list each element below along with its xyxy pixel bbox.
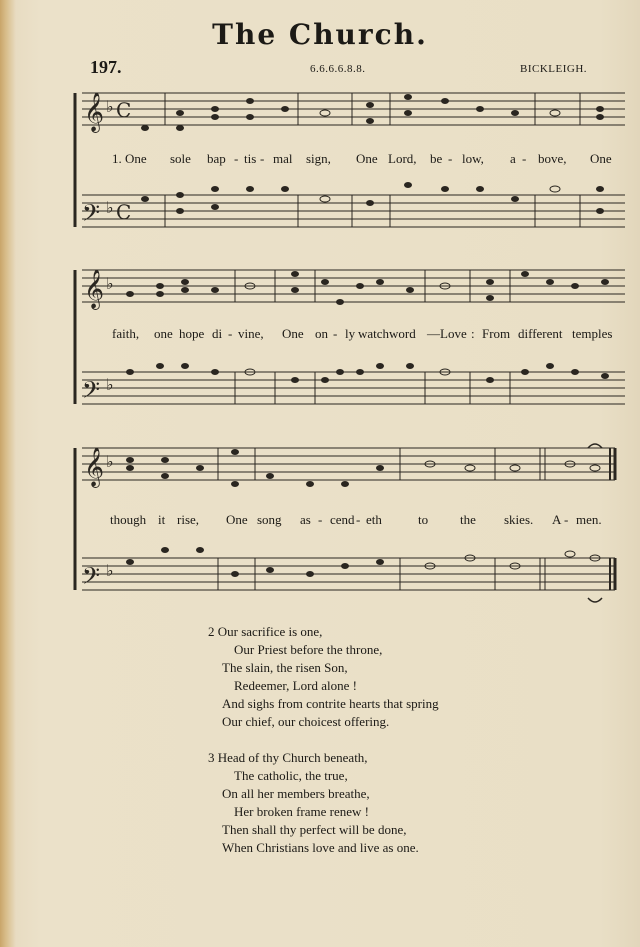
lyric-syllable: 1. One <box>112 151 147 166</box>
hymn-verses <box>208 623 439 875</box>
lyric-syllable: cend <box>330 512 355 527</box>
lyric-syllable: One <box>590 151 612 166</box>
music-system-3 <box>70 440 630 610</box>
lyric-syllable: hope <box>179 326 205 341</box>
lyric-syllable: one <box>154 326 173 341</box>
verse-line: The catholic, the true, <box>234 768 348 783</box>
lyric-syllable: sole <box>170 151 191 166</box>
lyric-syllable: as <box>300 512 311 527</box>
verse-line: Our chief, our choicest offering. <box>222 714 390 729</box>
lyric-syllable: the <box>460 512 476 527</box>
svg-text:𝄢: 𝄢 <box>82 562 101 595</box>
lyric-syllable: men. <box>576 512 602 527</box>
music-system-2 <box>70 262 630 412</box>
svg-text:C: C <box>116 200 132 224</box>
lyric-syllable: bap <box>207 151 226 166</box>
lyric-syllable: - <box>260 151 265 166</box>
lyric-syllable: vine, <box>238 326 264 341</box>
lyric-syllable: song <box>257 512 282 527</box>
music-system-1 <box>70 85 630 235</box>
svg-text:𝄢: 𝄢 <box>82 199 101 232</box>
lyric-syllable: watchword <box>358 326 416 341</box>
lyrics-line-3 <box>70 512 630 530</box>
lyric-syllable: - <box>228 326 233 341</box>
verse-line: On all her members breathe, <box>222 786 370 801</box>
lyric-syllable: - <box>356 512 361 527</box>
svg-text:♭: ♭ <box>106 452 114 471</box>
verse-line: The slain, the risen Son, <box>222 660 348 675</box>
lyric-syllable: sign, <box>306 151 331 166</box>
verse-line: And sighs from contrite hearts that spring <box>222 696 439 711</box>
lyric-syllable: - <box>333 326 338 341</box>
lyric-syllable: faith, <box>112 326 140 341</box>
verse-line: Redeemer, Lord alone ! <box>234 678 357 693</box>
lyric-syllable: - <box>448 151 453 166</box>
lyric-syllable: bove, <box>538 151 567 166</box>
svg-text:♭: ♭ <box>106 198 114 217</box>
lyric-syllable: Love <box>440 326 467 341</box>
lyric-syllable: From <box>482 326 511 341</box>
lyric-syllable: it <box>158 512 166 527</box>
lyric-syllable: eth <box>366 512 382 527</box>
lyric-syllable: different <box>518 326 563 341</box>
lyric-syllable: a <box>510 151 516 166</box>
verse-2 <box>208 623 439 731</box>
lyric-syllable: — <box>427 326 440 341</box>
lyric-syllable: One <box>226 512 248 527</box>
lyrics-line-1 <box>70 151 630 169</box>
lyric-syllable: di <box>212 326 223 341</box>
lyric-syllable: to <box>418 512 429 527</box>
lyric-syllable: - <box>318 512 323 527</box>
verse-line: When Christians love and live as one. <box>222 840 419 855</box>
hymn-meter: 6.6.6.6.8.8. <box>310 63 366 75</box>
lyric-syllable: A <box>552 512 562 527</box>
lyrics-line-2 <box>70 326 630 344</box>
lyric-syllable: ly <box>345 326 356 341</box>
lyric-syllable: tis <box>244 151 257 166</box>
lyric-syllable: skies. <box>504 512 534 527</box>
lyric-syllable: One <box>282 326 304 341</box>
verse-3 <box>208 749 439 857</box>
svg-text:𝄞: 𝄞 <box>84 92 105 132</box>
lyric-syllable: on <box>315 326 328 341</box>
svg-text:𝄢: 𝄢 <box>82 376 101 409</box>
svg-text:♭: ♭ <box>106 375 114 394</box>
svg-text:𝄞: 𝄞 <box>84 447 105 487</box>
tune-name: BICKLEIGH. <box>520 63 588 75</box>
svg-text:𝄞: 𝄞 <box>84 269 105 309</box>
verse-line: Her broken frame renew ! <box>234 804 369 819</box>
svg-text:♭: ♭ <box>106 274 114 293</box>
lyric-syllable: rise, <box>177 512 200 527</box>
svg-text:♭: ♭ <box>106 561 114 580</box>
hymn-number: 197. <box>90 57 122 77</box>
lyric-syllable: - <box>564 512 569 527</box>
lyric-syllable: mal <box>273 151 293 166</box>
svg-text:♭: ♭ <box>106 97 114 116</box>
lyric-syllable: temples <box>572 326 613 341</box>
lyric-syllable: One <box>356 151 378 166</box>
lyric-syllable: be <box>430 151 443 166</box>
verse-line: Our Priest before the throne, <box>234 642 383 657</box>
verse-line: 2 Our sacrifice is one, <box>208 624 323 639</box>
page-title: The Church. <box>212 18 428 51</box>
svg-text:C: C <box>116 98 132 122</box>
verse-line: 3 Head of thy Church beneath, <box>208 750 368 765</box>
verse-line: Then shall thy perfect will be done, <box>222 822 407 837</box>
lyric-syllable: low, <box>462 151 484 166</box>
lyric-syllable: : <box>471 326 475 341</box>
lyric-syllable: - <box>522 151 527 166</box>
lyric-syllable: - <box>234 151 239 166</box>
lyric-syllable: Lord, <box>388 151 417 166</box>
lyric-syllable: though <box>110 512 147 527</box>
